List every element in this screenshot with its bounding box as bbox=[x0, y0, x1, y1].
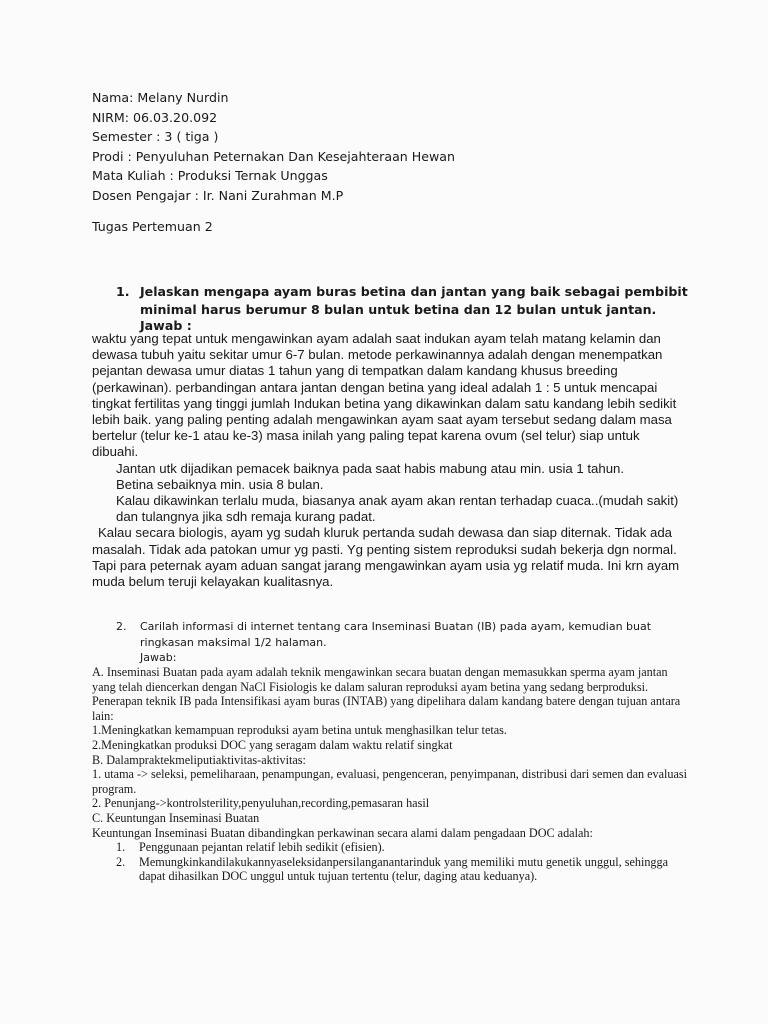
answer-2-section-c: C. Keuntungan Inseminasi Buatan bbox=[92, 810, 260, 825]
question-1 bbox=[116, 283, 700, 318]
answer-2-intab: Penerapan teknik IB pada Intensifikasi ayam buras (INTAB) yang dipelihara dalam kandang batere dengan tujuan antara lain: bbox=[92, 694, 681, 723]
answer-2 bbox=[92, 665, 692, 884]
answer-1-paragraph: waktu yang tepat untuk mengawinkan ayam adalah saat indukan ayam telah matang kelamin dan dewasa tubuh yaitu sekitar umur 6-7 bulan. metode perkawinannya adalah dengan menempatkan pejantan dewasa umur diatas 1 tahun yang di tempatkan dalam kandang khusus breeding (perkawinan). perbandingan antara jantan dengan betina yang ideal adalah 1 : 5 untuk mencapai tingkat fertilitas yang tinggi jumlah Indukan betina yang dikawinkan dalam satu kandang lebih sedikit lebih baik. yang paling penting adalah mengawinkan ayam saat ayam tersebut sedang dalam masa bertelur (telur ke-1 atau ke-3) masa inilah yang paling tepat karena ovum (sel telur) siap untuk dibuahi. bbox=[92, 331, 677, 460]
course: Mata Kuliah : Produksi Ternak Unggas bbox=[92, 168, 328, 183]
answer-2-activity-main: 1. utama -> seleksi, pemeliharaan, penampungan, evaluasi, pengenceran, penyimpanan, distribusi dari semen dan evaluasi program. bbox=[92, 767, 688, 796]
student-info bbox=[92, 88, 455, 205]
assignment-title: Tugas Pertemuan 2 bbox=[92, 219, 213, 234]
answer-2-label: Jawab: bbox=[140, 651, 177, 664]
list-item bbox=[92, 855, 692, 884]
student-name: Nama: Melany Nurdin bbox=[92, 90, 229, 105]
lecturer: Dosen Pengajar : Ir. Nani Zurahman M.P bbox=[92, 187, 344, 203]
list-item bbox=[92, 840, 692, 855]
answer-1 bbox=[92, 331, 682, 590]
answer-1-paragraph: Betina sebaiknya min. usia 8 bulan. bbox=[116, 476, 324, 492]
answer-2-goal-1: 1.Meningkatkan kemampuan reproduksi ayam betina untuk menghasilkan telur tetas. bbox=[92, 723, 507, 738]
list-item-text: Memungkinkandilakukannyaseleksidanpersilanganantarinduk yang memiliki mutu genetik unggul, sehingga dapat dihasilkan DOC unggul untuk tujuan tertentu (telur, daging atau keduanya). bbox=[139, 854, 669, 884]
answer-1-label: Jawab : bbox=[140, 318, 192, 333]
question-2 bbox=[116, 619, 700, 651]
answer-2-goal-2: 2.Meningkatkan produksi DOC yang seragam dalam waktu relatif singkat bbox=[92, 737, 453, 752]
study-program: Prodi : Penyuluhan Peternakan Dan Kesejahteraan Hewan bbox=[92, 148, 455, 164]
list-item-number: 2. bbox=[116, 854, 126, 869]
answer-2-activity-support: 2. Penunjang->kontrolsterility,penyuluhan,recording,pemasaran hasil bbox=[92, 796, 430, 811]
answer-1-paragraph: Tapi para peternak ayam aduan sangat jarang mengawinkan ayam usia yg relatif muda. Ini krn ayam muda belum teruji kelayakan kualitasnya. bbox=[92, 557, 680, 590]
list-item-number: 1. bbox=[116, 840, 126, 855]
answer-2-advantages-intro: Keuntungan Inseminasi Buatan dibandingkan perkawinan secara alami dalam pengadaan DOC adalah: bbox=[92, 825, 593, 840]
answer-1-paragraph: Jantan utk dijadikan pemacek baiknya pada saat habis mabung atau min. usia 1 tahun. bbox=[116, 460, 625, 476]
answer-2-section-b: B. Dalampraktekmeliputiaktivitas-aktivitas: bbox=[92, 752, 306, 767]
list-item-text: Penggunaan pejantan relatif lebih sedikit (efisien). bbox=[139, 840, 385, 855]
semester: Semester : 3 ( tiga ) bbox=[92, 129, 219, 144]
question-1-text: Jelaskan mengapa ayam buras betina dan jantan yang baik sebagai pembibit minimal harus berumur 8 bulan untuk betina dan 12 bulan untuk jantan. bbox=[140, 284, 688, 317]
student-nirm: NIRM: 06.03.20.092 bbox=[92, 109, 218, 125]
question-1-number: 1. bbox=[116, 284, 130, 299]
question-2-text: Carilah informasi di internet tentang cara Inseminasi Buatan (IB) pada ayam, kemudian buat ringkasan maksimal 1/2 halaman. bbox=[140, 620, 652, 649]
answer-1-paragraph: Kalau secara biologis, ayam yg sudah kluruk pertanda sudah dewasa dan siap diternak. Tidak ada masalah. Tidak ada patokan umur yg pasti. Yg penting sistem reproduksi sudah bekerja dgn normal. bbox=[92, 525, 677, 557]
question-2-number: 2. bbox=[116, 620, 127, 633]
answer-1-paragraph: Kalau dikawinkan terlalu muda, biasanya anak ayam akan rentan terhadap cuaca..(mudah sakit) dan tulangnya jika sdh remaja kurang padat. bbox=[116, 493, 679, 525]
answer-2-definition: A. Inseminasi Buatan pada ayam adalah teknik mengawinkan secara buatan dengan memasukkan sperma ayam jantan yang telah diencerkan dengan NaCl Fisiologis ke dalam saluran reproduksi ayam betina yang sedang berproduksi. bbox=[92, 665, 668, 694]
